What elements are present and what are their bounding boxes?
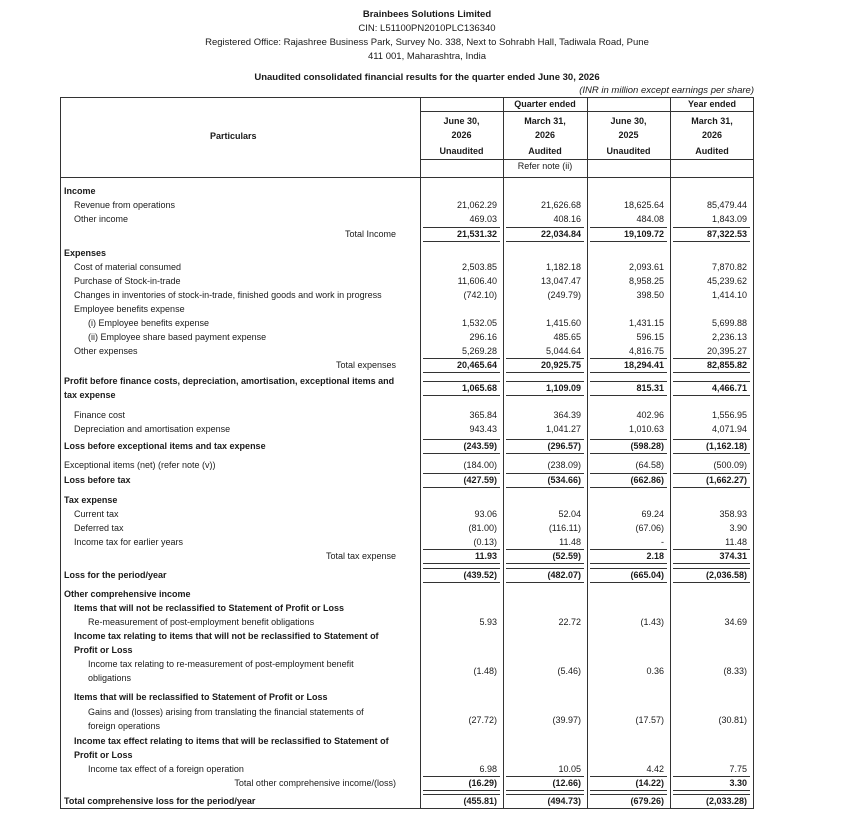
total-rule [590, 241, 667, 242]
value-cell: (52.59) [552, 551, 581, 561]
total-rule [423, 487, 500, 488]
value-cell: 20,465.64 [456, 360, 497, 370]
total-rule [506, 563, 584, 564]
total-rule [590, 381, 667, 382]
value-cell: 2,093.61 [628, 262, 664, 272]
row-label-continued: obligations [88, 673, 132, 683]
row-label: Income tax for earlier years [74, 537, 184, 547]
value-cell: 1,415.60 [545, 318, 581, 328]
value-cell: (665.04) [630, 570, 664, 580]
value-cell: 22.72 [558, 617, 581, 627]
row-label: Employee benefits expense [74, 304, 185, 314]
row-label: Total tax expense [325, 551, 396, 561]
total-rule [673, 473, 750, 474]
total-rule [673, 568, 750, 569]
total-rule [673, 549, 750, 550]
total-rule [506, 582, 584, 583]
value-cell: (64.58) [635, 460, 664, 470]
total-rule [506, 227, 584, 228]
value-cell: (17.57) [635, 715, 664, 725]
value-cell: 4.42 [646, 764, 664, 774]
total-rule [506, 808, 584, 809]
value-cell: (679.26) [630, 796, 664, 806]
value-cell: 52.04 [558, 509, 581, 519]
value-cell: (243.59) [463, 441, 497, 451]
total-rule [673, 241, 750, 242]
value-cell: (184.00) [463, 460, 497, 470]
value-cell: 87,322.53 [706, 229, 747, 239]
total-rule [673, 790, 750, 791]
total-rule [590, 808, 667, 809]
value-cell: 93.06 [474, 509, 497, 519]
value-cell: 82,855.82 [706, 360, 747, 370]
row-label: Income tax relating to items that will not be reclassified to Statement of [74, 631, 379, 641]
value-cell: (494.73) [547, 796, 581, 806]
value-cell: (39.97) [552, 715, 581, 725]
value-cell: 5,044.64 [545, 346, 581, 356]
value-cell: (0.13) [473, 537, 497, 547]
row-label: Income tax effect relating to items that will be reclassified to Statement of [74, 736, 389, 746]
value-cell: 943.43 [469, 424, 497, 434]
total-rule [506, 473, 584, 474]
row-label: Items that will be reclassified to Statement of Profit or Loss [74, 692, 328, 702]
total-rule [673, 487, 750, 488]
value-cell: 2.18 [646, 551, 664, 561]
total-rule [590, 563, 667, 564]
total-rule [423, 395, 500, 396]
value-cell: 5,699.88 [711, 318, 747, 328]
total-rule [590, 487, 667, 488]
value-cell: 2,236.13 [711, 332, 747, 342]
row-label: Revenue from operations [74, 200, 176, 210]
total-rule [423, 794, 500, 795]
value-cell: (2,033.28) [705, 796, 747, 806]
value-cell: 8,958.25 [628, 276, 664, 286]
value-cell: (1.48) [473, 666, 497, 676]
row-label-continued: Profit or Loss [74, 750, 133, 760]
value-cell: 11.48 [725, 537, 747, 547]
value-cell: 1,843.09 [711, 214, 747, 224]
value-cell: 365.84 [469, 410, 497, 420]
value-cell: 408.16 [553, 214, 581, 224]
value-cell: 485.65 [553, 332, 581, 342]
row-label: Loss before exceptional items and tax expense [64, 441, 266, 451]
row-label: Purchase of Stock-in-trade [74, 276, 181, 286]
value-cell: 1,414.10 [711, 290, 747, 300]
value-cell: 10.05 [558, 764, 581, 774]
total-rule [506, 549, 584, 550]
value-cell: 374.31 [719, 551, 747, 561]
value-cell: 3.90 [729, 523, 747, 533]
total-rule [673, 227, 750, 228]
value-cell: 20,925.75 [540, 360, 581, 370]
value-cell: (116.11) [548, 523, 581, 533]
total-rule [423, 582, 500, 583]
value-cell: (2,036.58) [705, 570, 747, 580]
value-cell: 69.24 [641, 509, 664, 519]
value-cell: (598.28) [630, 441, 664, 451]
total-rule [673, 395, 750, 396]
row-label: Items that will not be reclassified to Statement of Profit or Loss [74, 603, 345, 613]
row-label: Total expenses [335, 360, 396, 370]
value-cell: 358.93 [719, 509, 747, 519]
row-label: Income tax effect of a foreign operation [88, 764, 244, 774]
value-cell: 18,625.64 [623, 200, 664, 210]
total-rule [673, 358, 750, 359]
value-cell: 85,479.44 [706, 200, 747, 210]
total-rule [590, 473, 667, 474]
total-rule [506, 358, 584, 359]
row-label: Tax expense [64, 495, 118, 505]
value-cell: 5.93 [479, 617, 497, 627]
value-cell: 6.98 [479, 764, 497, 774]
value-cell: (1.43) [640, 617, 664, 627]
total-rule [590, 227, 667, 228]
value-cell: (12.66) [552, 778, 581, 788]
total-rule [423, 241, 500, 242]
value-cell: 2,503.85 [461, 262, 497, 272]
total-rule [506, 487, 584, 488]
value-cell: 1,182.18 [545, 262, 581, 272]
value-cell: (1,162.18) [705, 441, 747, 451]
row-label-continued: tax expense [64, 390, 116, 400]
row-label-continued: foreign operations [88, 721, 161, 731]
value-cell: 45,239.62 [706, 276, 747, 286]
value-cell: 21,062.29 [456, 200, 497, 210]
registered-office-line2: 411 001, Maharashtra, India [367, 51, 487, 62]
row-label: Income [64, 186, 96, 196]
particulars-header: Particulars [210, 131, 257, 141]
row-label: Current tax [74, 509, 119, 519]
value-cell: 13,047.47 [540, 276, 581, 286]
value-cell: 0.36 [646, 666, 664, 676]
value-cell: 398.50 [636, 290, 664, 300]
total-rule [673, 582, 750, 583]
value-cell: (742.10) [463, 290, 497, 300]
value-cell: (500.09) [713, 460, 747, 470]
total-rule [423, 808, 500, 809]
value-cell: (27.72) [468, 715, 497, 725]
value-cell: 469.03 [469, 214, 497, 224]
total-rule [673, 808, 750, 809]
total-rule [423, 358, 500, 359]
row-label: Total comprehensive loss for the period/year [64, 796, 256, 806]
total-rule [506, 776, 584, 777]
total-rule [423, 790, 500, 791]
total-rule [590, 453, 667, 454]
value-cell: 21,626.68 [540, 200, 581, 210]
total-rule [506, 241, 584, 242]
value-cell: 7.75 [729, 764, 747, 774]
value-cell: 18,294.41 [623, 360, 664, 370]
value-cell: 3.30 [729, 778, 747, 788]
value-cell: 11,606.40 [457, 276, 497, 286]
row-label: Expenses [64, 248, 107, 258]
total-rule [506, 790, 584, 791]
total-rule [590, 790, 667, 791]
value-cell: (5.46) [557, 666, 581, 676]
value-cell: 1,065.68 [461, 383, 497, 393]
total-rule [590, 549, 667, 550]
value-cell: 4,071.94 [711, 424, 747, 434]
row-label: Cost of material consumed [74, 262, 182, 272]
value-cell: 4,466.71 [711, 383, 747, 393]
company-name: Brainbees Solutions Limited [362, 9, 492, 20]
value-cell: (1,662.27) [705, 475, 747, 485]
total-rule [673, 563, 750, 564]
row-label: (i) Employee benefits expense [88, 318, 210, 328]
value-cell: 34.69 [724, 617, 747, 627]
row-label: Other expenses [74, 346, 138, 356]
value-cell: 19,109.72 [623, 229, 664, 239]
value-cell: 1,431.15 [628, 318, 664, 328]
total-rule [590, 395, 667, 396]
row-label: Depreciation and amortisation expense [74, 424, 231, 434]
value-cell: 484.08 [636, 214, 664, 224]
value-cell: 1,532.05 [461, 318, 497, 328]
row-label: Exceptional items (net) (refer note (v)) [64, 460, 216, 470]
total-rule [590, 568, 667, 569]
value-cell: 4,816.75 [628, 346, 664, 356]
total-rule [506, 439, 584, 440]
total-rule [506, 395, 584, 396]
value-cell: (16.29) [468, 778, 497, 788]
total-rule [506, 568, 584, 569]
value-cell: (238.09) [547, 460, 581, 470]
row-label: Other comprehensive income [64, 589, 191, 599]
row-label: Re-measurement of post-employment benefit obligations [88, 617, 315, 627]
registered-office-line1: Registered Office: Rajashree Business Park, Survey No. 338, Next to Sohrabh Hall, Tadiwala Road, Pune [205, 37, 649, 48]
value-cell: (534.66) [547, 475, 581, 485]
total-rule [590, 582, 667, 583]
row-label: Total Income [344, 229, 396, 239]
total-rule [590, 372, 667, 373]
value-cell: 296.16 [469, 332, 497, 342]
total-rule [423, 473, 500, 474]
value-cell: 1,010.63 [628, 424, 664, 434]
row-label: Finance cost [74, 410, 126, 420]
value-cell: 596.15 [636, 332, 664, 342]
financial-results-table: Particulars Quarter ended Year ended June 30, 2026 Unaudited March 31, 2026 Audited Refer note (ii) June 30, 2025 Unaudited March 31, 2026 Audited Income Revenue from operations 21,062.29 21,626.68 18,625.64 85,479.44 Other income 469.03 408.16 484.08 1,843.09 Total Income 21,531.32 22,034.84 19,109.72 87,322.53 Expenses Cost of material consumed 2,503.85 1,182.18 2,093.61 7,870.82 Purchase of Stock-in-trade 11,606.40 13,047.47 8,958.25 45,239.62 Changes in inventories of stock-in-trade, finished goods and work in progress (742.10) (249.79) 398.50 1,414.10 Employee benefits expense (i) Employee benefits expense 1,532.05 1,415.60 1,431.15 5,699.88 (ii) Employee share based payment expense 296.16 485.65 596.15 2,236.13 Other expenses 5,269.28 5,044.64 4,816.75 20,395.27 Total expenses 20,465.64 20,925.75 18,294.41 82,855.82 Profit before finance costs, depreciation, amortisation, exceptional items and tax expense 1,065.68 1,109.09 815.31 4,466.71 Finance cost 365.84 364.39 402.96 1,556.95 Depreciation and amortisation expense 943.43 1,041.27 1,010.63 4,071.94 Loss before exceptional items and tax expense (243.59) (296.57) (598.28) (1,162.18) Exceptional items (net) (refer note (v)) (184.00) (238.09) (64.58) (500.09) Loss before tax (427.59) (534.66) (662.86) (1,662.27) Tax expense Current tax 93.06 52.04 69.24 358.93 Deferred tax (81.00) (116.11) (67.06) 3.90 Income tax for earlier years (0.13) 11.48 - 11.48 Total tax expense 11.93 (52.59) 2.18 374.31 Loss for the period/year (439.52) (482.07) (665.04) (2,036.58) Other comprehensive income Items that will not be reclassified to Statement of Profit or Loss Re-measurement of post-employment benefit obligations 5.93 22.72 (1.43) 34.69 Income tax relating to items that will not be reclassified to Statement of Profit or Loss Income tax relating to re-measurement of post-employment benefit obligations (1.48) (5.46) 0.36 (8.33) Items that will be reclassified to Statement of Profit or Loss Gains and (losses) arising from translating the financial statements of foreign operations (27.72) (39.97) (17.57) (30.81) Income tax effect relating to items that will be reclassified to Statement of Profit or Loss Income tax effect of a foreign operation 6.98 10.05 4.42 7.75 Total other comprehensive income/(loss) (16.29) (12.66) (14.22) 3.30 Total comprehensive loss for the period/year (455.81) (494.73) (679.26) (2,033.28) [60, 97, 754, 809]
total-rule [423, 381, 500, 382]
cin: CIN: L51100PN2010PLC136340 [358, 23, 496, 34]
total-rule [673, 381, 750, 382]
total-rule [423, 439, 500, 440]
value-cell: 11.93 [474, 551, 497, 561]
value-cell: 364.39 [553, 410, 581, 420]
total-rule [423, 776, 500, 777]
value-cell: 22,034.84 [540, 229, 581, 239]
value-cell: 1,556.95 [711, 410, 747, 420]
total-rule [590, 439, 667, 440]
row-label: Loss before tax [64, 475, 131, 485]
value-cell: - [661, 537, 664, 547]
value-cell: 1,109.09 [545, 383, 581, 393]
row-label: Gains and (losses) arising from translating the financial statements of [88, 707, 364, 717]
value-cell: (427.59) [463, 475, 497, 485]
row-label: Deferred tax [74, 523, 124, 533]
value-cell: 815.31 [636, 383, 664, 393]
total-rule [673, 453, 750, 454]
total-rule [673, 439, 750, 440]
value-cell: 7,870.82 [711, 262, 747, 272]
value-cell: (81.00) [468, 523, 497, 533]
value-cell: (8.33) [723, 666, 747, 676]
total-rule [590, 776, 667, 777]
total-rule [423, 227, 500, 228]
row-label: Total other comprehensive income/(loss) [234, 778, 396, 788]
quarter-ended-header: Quarter ended [514, 99, 576, 109]
row-label: (ii) Employee share based payment expense [88, 332, 267, 342]
value-cell: 5,269.28 [461, 346, 497, 356]
row-label: Loss for the period/year [64, 570, 167, 580]
row-label: Other income [74, 214, 129, 224]
total-rule [423, 549, 500, 550]
total-rule [590, 358, 667, 359]
value-cell: 21,531.32 [456, 229, 497, 239]
row-label-continued: Profit or Loss [74, 645, 133, 655]
value-cell: 402.96 [636, 410, 664, 420]
value-cell: 20,395.27 [706, 346, 747, 356]
value-cell: (296.57) [547, 441, 581, 451]
total-rule [673, 794, 750, 795]
row-label: Income tax relating to re-measurement of post-employment benefit [88, 659, 354, 669]
value-cell: (30.81) [718, 715, 747, 725]
total-rule [506, 453, 584, 454]
value-cell: 11.48 [559, 537, 581, 547]
total-rule [506, 372, 584, 373]
total-rule [423, 563, 500, 564]
value-cell: (249.79) [547, 290, 581, 300]
value-cell: (662.86) [630, 475, 664, 485]
row-label: Changes in inventories of stock-in-trade, finished goods and work in progress [74, 290, 382, 300]
value-cell: (67.06) [635, 523, 664, 533]
total-rule [590, 794, 667, 795]
total-rule [506, 794, 584, 795]
total-rule [423, 372, 500, 373]
total-rule [423, 453, 500, 454]
total-rule [673, 372, 750, 373]
unit-note: (INR in million except earnings per share) [579, 85, 754, 96]
value-cell: (482.07) [547, 570, 581, 580]
report-title: Unaudited consolidated financial results for the quarter ended June 30, 2026 [254, 72, 600, 83]
value-cell: (439.52) [463, 570, 497, 580]
total-rule [423, 568, 500, 569]
value-cell: (14.22) [635, 778, 664, 788]
row-label: Profit before finance costs, depreciation, amortisation, exceptional items and [64, 376, 395, 386]
total-rule [506, 381, 584, 382]
value-cell: 1,041.27 [545, 424, 581, 434]
total-rule [673, 776, 750, 777]
value-cell: (455.81) [463, 796, 497, 806]
year-ended-header: Year ended [687, 99, 737, 109]
